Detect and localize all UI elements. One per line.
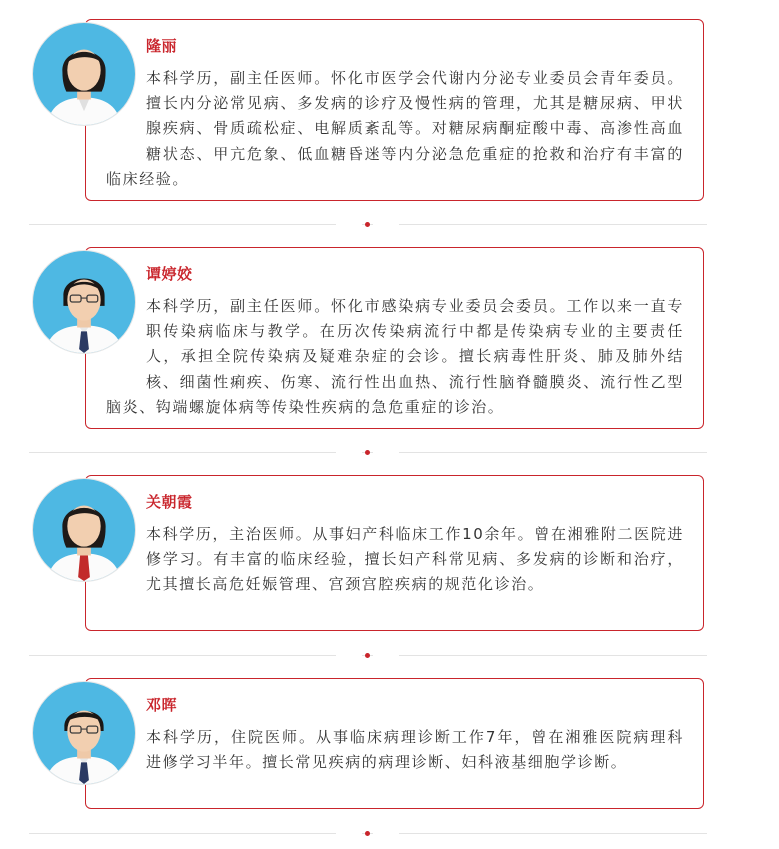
doctor-name: 邓晖 — [146, 696, 178, 714]
doctor-name: 谭婷姣 — [146, 265, 193, 283]
doctor-bio: 本科学历，住院医师。从事临床病理诊断工作7年，曾在湘雅医院病理科进修学习半年。擅长常见疾病的病理诊断、妇科液基细胞学诊断。 — [146, 728, 684, 772]
doctor-bio: 本科学历，主治医师。从事妇产科临床工作10余年。曾在湘雅附二医院进修学习。有丰富的临床经验，擅长妇产科常见病、多发病的诊断和治疗，尤其擅长高危妊娠管理、宫颈宫腔疾病的规范化诊治。 — [146, 525, 684, 594]
divider-dot — [365, 831, 370, 836]
doctor-name: 关朝霞 — [146, 493, 193, 511]
doctor-name: 隆丽 — [146, 37, 178, 55]
doctor-bio: 本科学历，副主任医师。怀化市感染病专业委员会委员。工作以来一直专职传染病临床与教学。在历次传染病流行中都是传染病专业的主要责任人，承担全院传染病及疑难杂症的会诊。擅长病毒性肝炎、肺及肺外结核、细菌性痢疾、伤寒、流行性出血热、流行性脑脊髓膜炎、流行性乙型脑炎、钩端螺旋体病等传染性疾病的急危重症的诊治。 — [106, 297, 684, 416]
divider-dot — [365, 450, 370, 455]
divider-dot — [365, 653, 370, 658]
divider-dot — [365, 222, 370, 227]
doctor-bio: 本科学历，副主任医师。怀化市医学会代谢内分泌专业委员会青年委员。擅长内分泌常见病、多发病的诊疗及慢性病的管理，尤其是糖尿病、甲状腺疾病、骨质疏松症、电解质紊乱等。对糖尿病酮症酸中毒、高渗性高血糖状态、甲亢危象、低血糖昏迷等内分泌急危重症的抢救和治疗有丰富的临床经验。 — [106, 69, 684, 188]
